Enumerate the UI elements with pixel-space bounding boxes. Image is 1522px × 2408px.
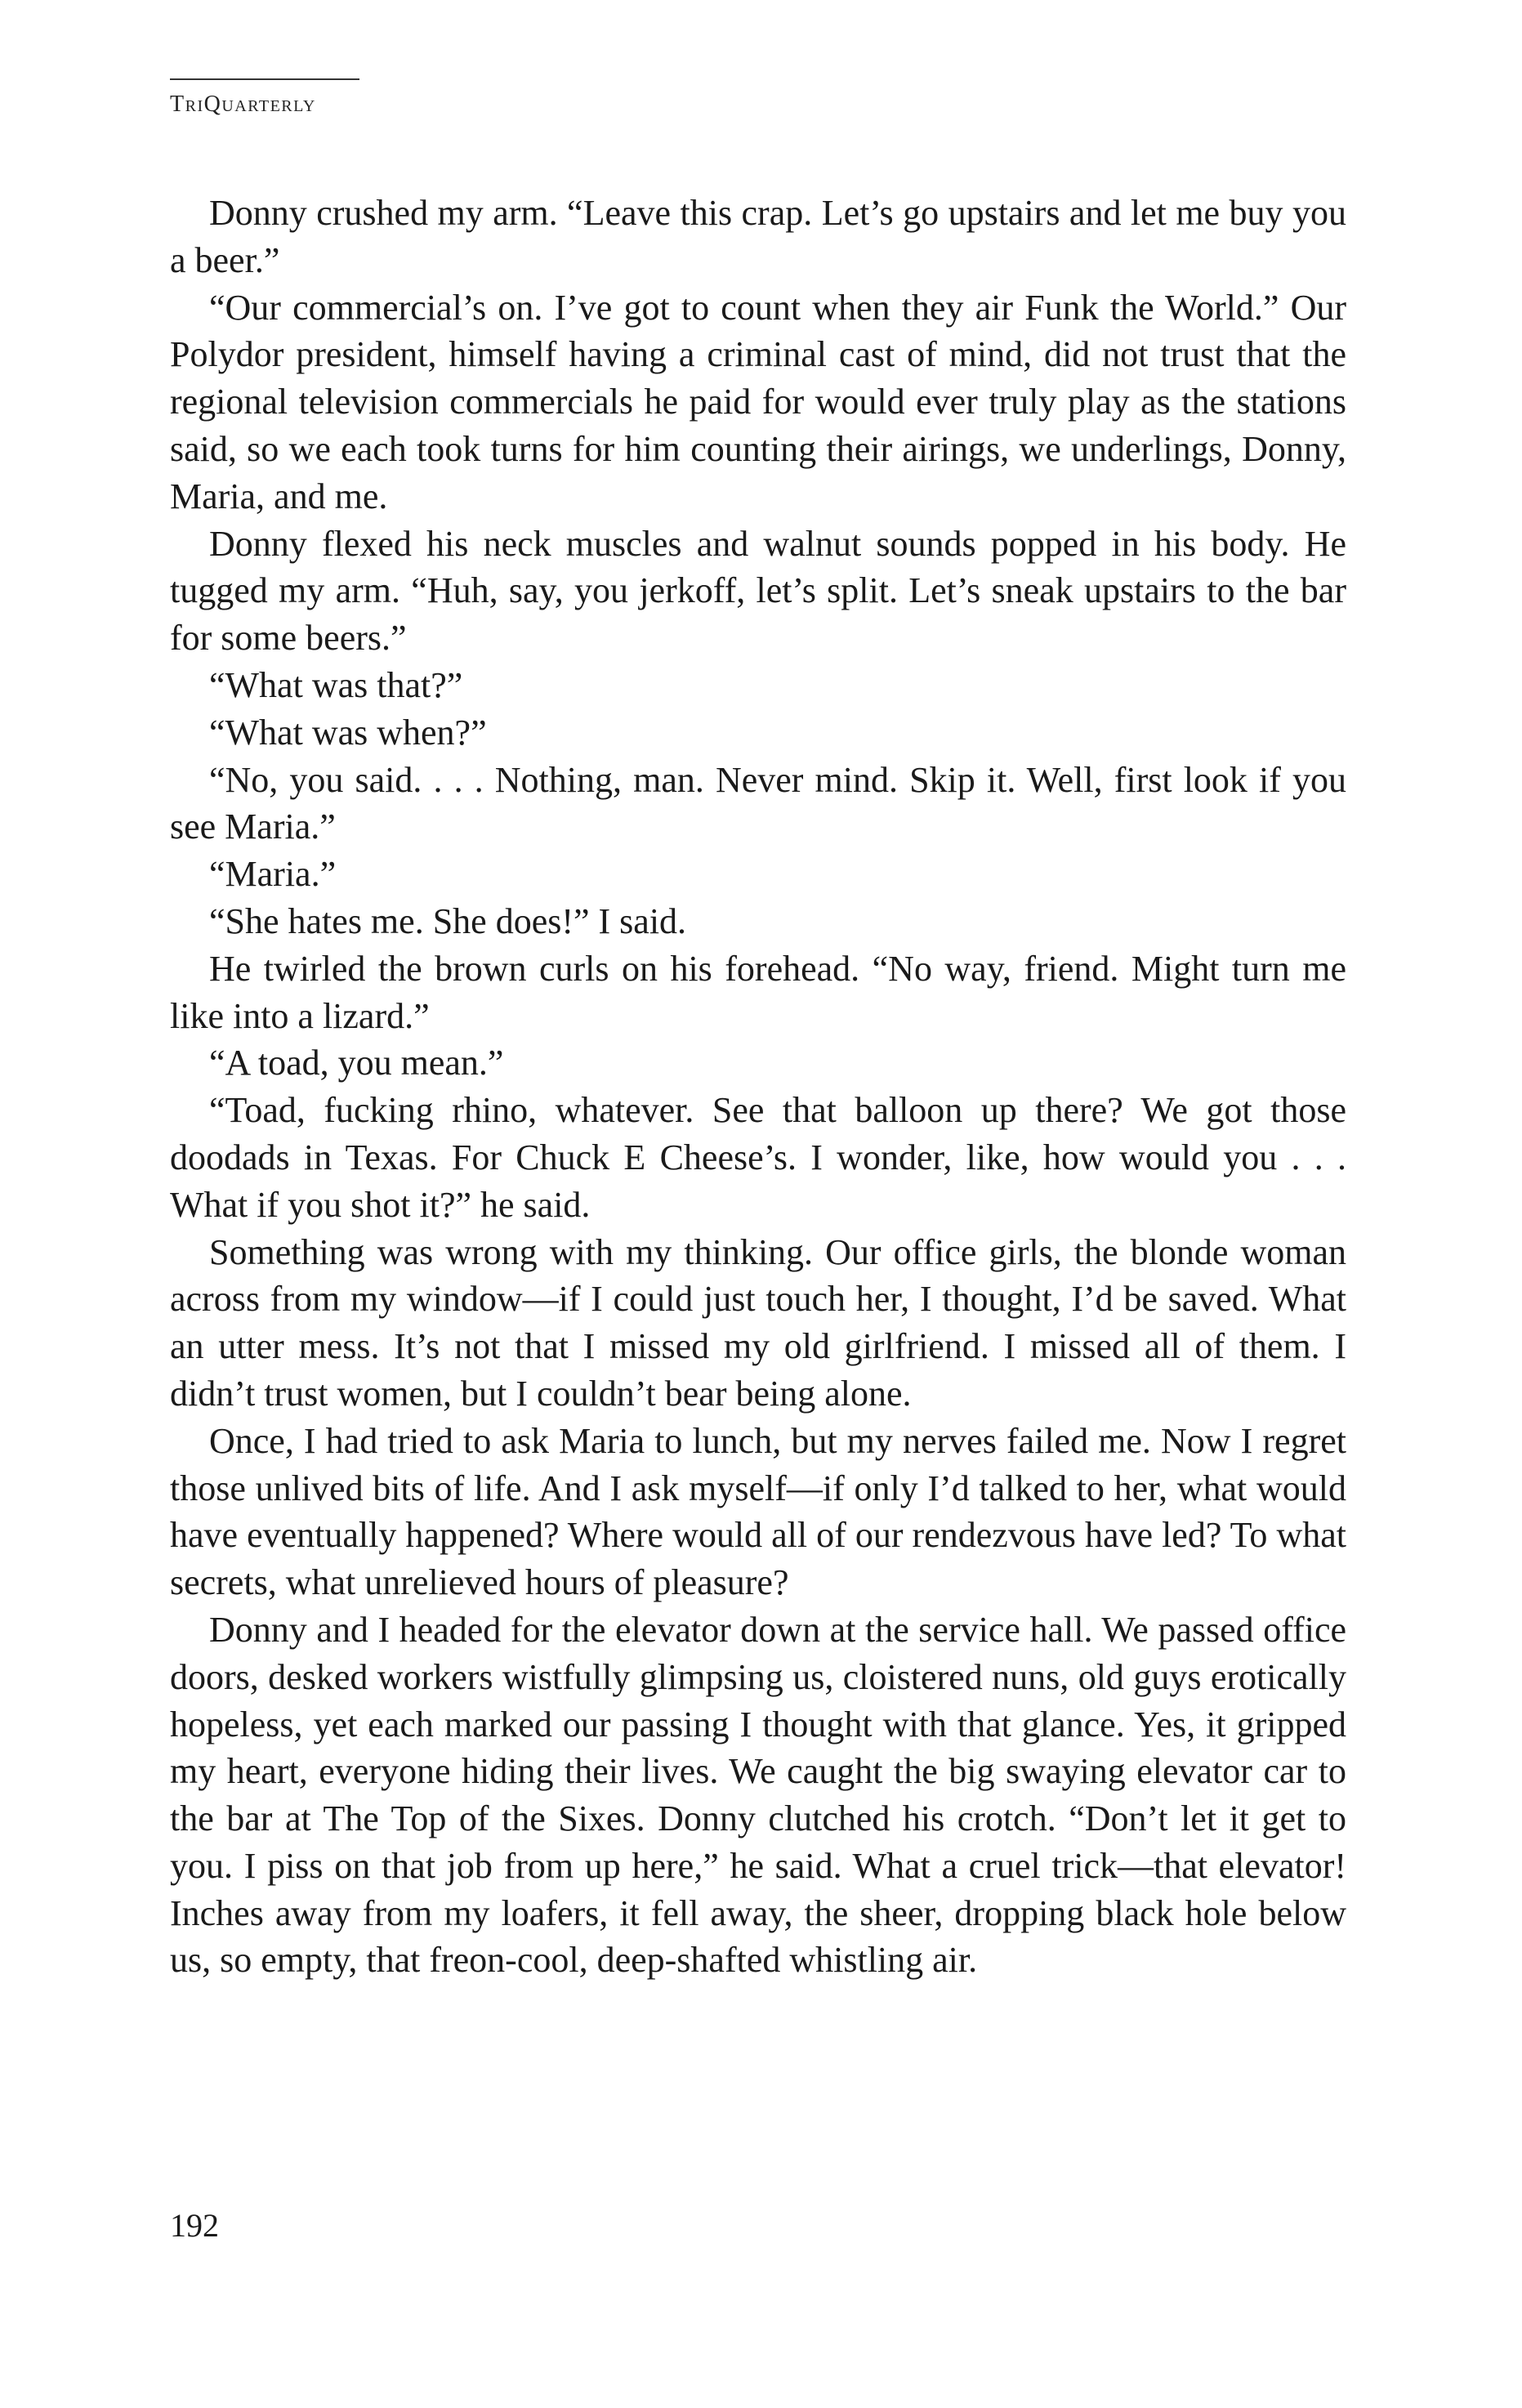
paragraph: Donny and I headed for the elevator down at the service hall. We passed office doors, desked workers wistfully glimpsing us, cloistered nuns, old guys erotically hopeless, yet each marked our passing I thought with that glance. Yes, it gripped my heart, everyone hiding their lives. We caught the big swaying elevator car to the bar at The Top of the Sixes. Donny clutched his crotch. “Don’t let it get to you. I piss on that job from up here,” he said. What a cruel trick—that elevator! Inches away from my loafers, it fell away, the sheer, dropping black hole below us, so empty, that freon-cool, deep-shafted whistling air. xyxy=(170,1609,1346,1981)
paragraph: Donny crushed my arm. “Leave this crap. Let’s go upstairs and let me buy you a beer.” xyxy=(170,193,1346,280)
paragraph: “Our commercial’s on. I’ve got to count when they air Funk the World.” Our Polydor president, himself having a criminal cast of mind, did not trust that the regional television commercials he paid for would ever truly play as the stations said, so we each took turns for him counting their airings, we underlings, Donny, Maria, and me. xyxy=(170,287,1346,516)
paragraph: Once, I had tried to ask Maria to lunch, but my nerves failed me. Now I regret those unlived bits of life. And I ask myself—if only I’d talked to her, what would have eventually happened? Where would all of our rendezvous have led? To what secrets, what unrelieved hours of pleasure? xyxy=(170,1420,1346,1603)
paragraph: “What was when?” xyxy=(209,712,487,753)
paragraph: “Toad, fucking rhino, whatever. See that balloon up there? We got those doodads in Texas. For Chuck E Cheese’s. I wonder, like, how would you . . . What if you shot it?” he said. xyxy=(170,1090,1346,1225)
paragraph: He twirled the brown curls on his forehead. “No way, friend. Might turn me like into a lizard.” xyxy=(170,948,1346,1036)
paragraph: Something was wrong with my thinking. Our office girls, the blonde woman across from my window—if I could just touch her, I thought, I’d be saved. What an utter mess. It’s not that I missed my old girlfriend. I missed all of them. I didn’t trust women, but I couldn’t bear being alone. xyxy=(170,1231,1346,1414)
paragraph: “A toad, you mean.” xyxy=(209,1043,504,1083)
paragraph: “What was that?” xyxy=(209,664,463,705)
paragraph: Donny flexed his neck muscles and walnut sounds popped in his body. He tugged my arm. “Huh, say, you jerkoff, let’s split. Let’s sneak upstairs to the bar for some beers.” xyxy=(170,523,1346,659)
paragraph: “No, you said. . . . Nothing, man. Never mind. Skip it. Well, first look if you see Maria.” xyxy=(170,759,1346,847)
header-rule xyxy=(170,78,359,80)
running-title: TriQuarterly xyxy=(170,92,316,117)
paragraph: “She hates me. She does!” I said. xyxy=(209,900,687,941)
page-number: 192 xyxy=(170,2207,219,2244)
running-head xyxy=(170,78,359,118)
paragraph: “Maria.” xyxy=(209,854,337,895)
body-text xyxy=(170,190,1346,1984)
